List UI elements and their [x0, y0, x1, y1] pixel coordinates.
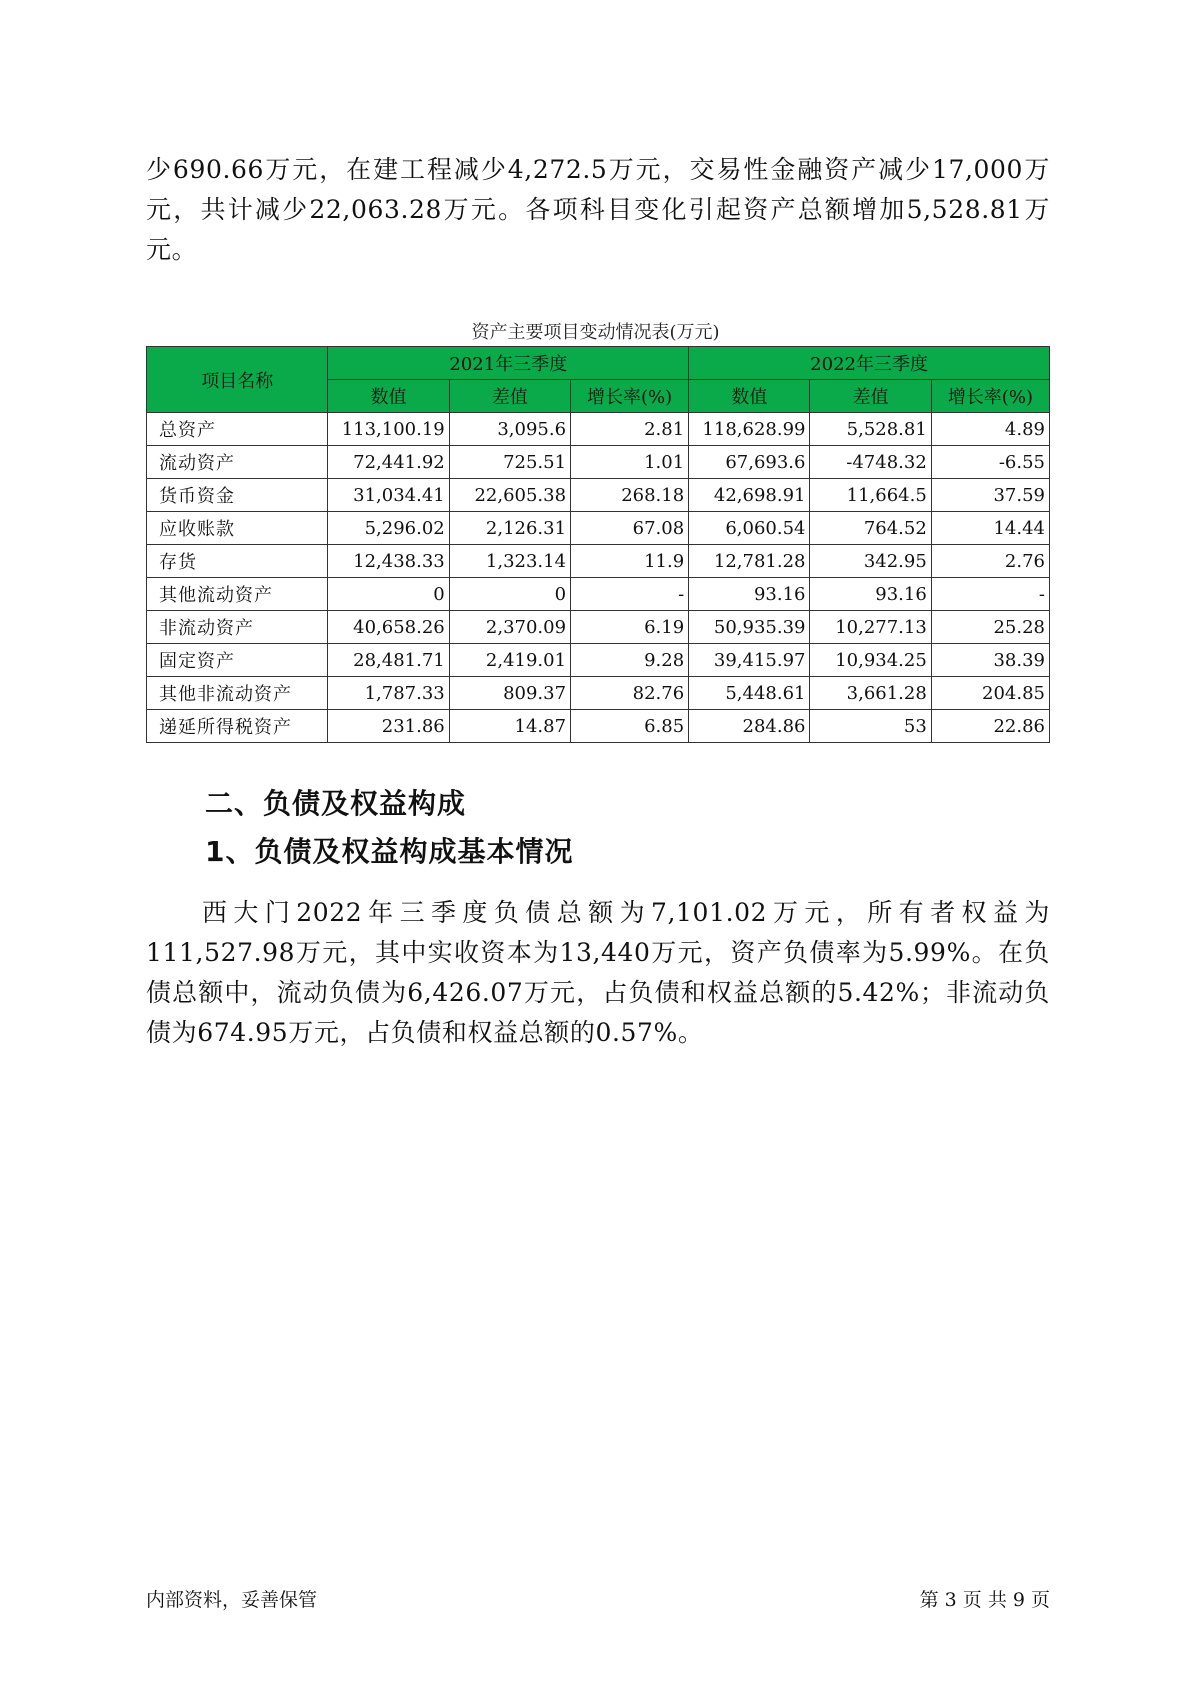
table-cell: 0: [449, 578, 570, 611]
table-cell: -6.55: [931, 446, 1049, 479]
table-cell: 2,126.31: [449, 512, 570, 545]
table-cell: 38.39: [931, 644, 1049, 677]
table-cell: 1.01: [571, 446, 689, 479]
table-cell: 82.76: [571, 677, 689, 710]
table-cell: 342.95: [810, 545, 931, 578]
table-cell: 67,693.6: [689, 446, 810, 479]
table-row: [147, 578, 1050, 611]
table-cell: 113,100.19: [328, 413, 449, 446]
table-cell: 268.18: [571, 479, 689, 512]
table-cell: 118,628.99: [689, 413, 810, 446]
table-row: [147, 677, 1050, 710]
table-cell: 4.89: [931, 413, 1049, 446]
subheader-value: 数值: [689, 380, 810, 413]
table-cell: 10,277.13: [810, 611, 931, 644]
subheader-growth-rate: 增长率(%): [571, 380, 689, 413]
footer-confidential-note: 内部资料，妥善保管: [146, 1589, 318, 1611]
table-cell: 12,438.33: [328, 545, 449, 578]
body-paragraph-2: 西大门2022年三季度负债总额为7,101.02万元，所有者权益为111,527.98万元，其中实收资本为13,440万元，资产负债率为5.99%。在负债总额中，流动负债为6,426.07万元，占负债和权益总额的5.42%；非流动负债为674.95万元，占负债和权益总额的0.57%。: [146, 898, 1050, 1047]
table-cell: 2.81: [571, 413, 689, 446]
table-cell: 67.08: [571, 512, 689, 545]
table-cell: 6.85: [571, 710, 689, 743]
table-cell: 14.87: [449, 710, 570, 743]
table-cell: 42,698.91: [689, 479, 810, 512]
subheader-growth-rate: 增长率(%): [931, 380, 1049, 413]
subsection-heading: 1、负债及权益构成基本情况: [205, 835, 574, 868]
table-cell: 2,370.09: [449, 611, 570, 644]
row-item-name: 货币资金: [147, 479, 328, 512]
table-cell: 37.59: [931, 479, 1049, 512]
footer-page-number: 第 3 页 共 9 页: [919, 1589, 1050, 1611]
table-cell: 231.86: [328, 710, 449, 743]
table-cell: 11.9: [571, 545, 689, 578]
table-cell: 22,605.38: [449, 479, 570, 512]
table-cell: 10,934.25: [810, 644, 931, 677]
header-item-name: 项目名称: [147, 347, 328, 413]
table-cell: 11,664.5: [810, 479, 931, 512]
table-cell: 9.28: [571, 644, 689, 677]
table-cell: 3,095.6: [449, 413, 570, 446]
table-cell: 764.52: [810, 512, 931, 545]
table-cell: 28,481.71: [328, 644, 449, 677]
table-cell: -4748.32: [810, 446, 931, 479]
table-cell: 204.85: [931, 677, 1049, 710]
table-cell: -: [931, 578, 1049, 611]
table-caption: 资产主要项目变动情况表(万元): [471, 322, 720, 343]
row-item-name: 其他非流动资产: [147, 677, 328, 710]
table-row: [147, 512, 1050, 545]
table-cell: 5,448.61: [689, 677, 810, 710]
table-row: [147, 611, 1050, 644]
asset-change-table: [146, 346, 1050, 743]
table-row: [147, 644, 1050, 677]
table-cell: 40,658.26: [328, 611, 449, 644]
table-cell: 809.37: [449, 677, 570, 710]
table-row: [147, 479, 1050, 512]
row-item-name: 递延所得税资产: [147, 710, 328, 743]
row-item-name: 流动资产: [147, 446, 328, 479]
header-group-2022q3: 2022年三季度: [689, 347, 1050, 380]
subheader-value: 数值: [328, 380, 449, 413]
table-cell: 1,787.33: [328, 677, 449, 710]
table-cell: 50,935.39: [689, 611, 810, 644]
table-cell: 0: [328, 578, 449, 611]
row-item-name: 固定资产: [147, 644, 328, 677]
table-cell: 284.86: [689, 710, 810, 743]
table-cell: -: [571, 578, 689, 611]
row-item-name: 应收账款: [147, 512, 328, 545]
table-cell: 22.86: [931, 710, 1049, 743]
subheader-difference: 差值: [449, 380, 570, 413]
table-row: [147, 446, 1050, 479]
table-cell: 14.44: [931, 512, 1049, 545]
table-row: [147, 545, 1050, 578]
table-cell: 39,415.97: [689, 644, 810, 677]
row-item-name: 存货: [147, 545, 328, 578]
table-cell: 31,034.41: [328, 479, 449, 512]
table-cell: 93.16: [689, 578, 810, 611]
table-cell: 5,296.02: [328, 512, 449, 545]
subheader-difference: 差值: [810, 380, 931, 413]
body-paragraph-1: 少690.66万元，在建工程减少4,272.5万元，交易性金融资产减少17,000万元，共计减少22,063.28万元。各项科目变化引起资产总额增加5,528.81万元。: [146, 155, 1050, 264]
table-cell: 1,323.14: [449, 545, 570, 578]
table-cell: 6.19: [571, 611, 689, 644]
table-cell: 3,661.28: [810, 677, 931, 710]
row-item-name: 总资产: [147, 413, 328, 446]
row-item-name: 其他流动资产: [147, 578, 328, 611]
row-item-name: 非流动资产: [147, 611, 328, 644]
table-cell: 12,781.28: [689, 545, 810, 578]
table-cell: 725.51: [449, 446, 570, 479]
table-cell: 72,441.92: [328, 446, 449, 479]
header-group-2021q3: 2021年三季度: [328, 347, 689, 380]
table-cell: 2.76: [931, 545, 1049, 578]
table-cell: 5,528.81: [810, 413, 931, 446]
table-cell: 93.16: [810, 578, 931, 611]
section-heading: 二、负债及权益构成: [205, 787, 467, 820]
table-cell: 2,419.01: [449, 644, 570, 677]
table-cell: 53: [810, 710, 931, 743]
table-cell: 6,060.54: [689, 512, 810, 545]
table-cell: 25.28: [931, 611, 1049, 644]
table-row: [147, 710, 1050, 743]
table-row: [147, 413, 1050, 446]
